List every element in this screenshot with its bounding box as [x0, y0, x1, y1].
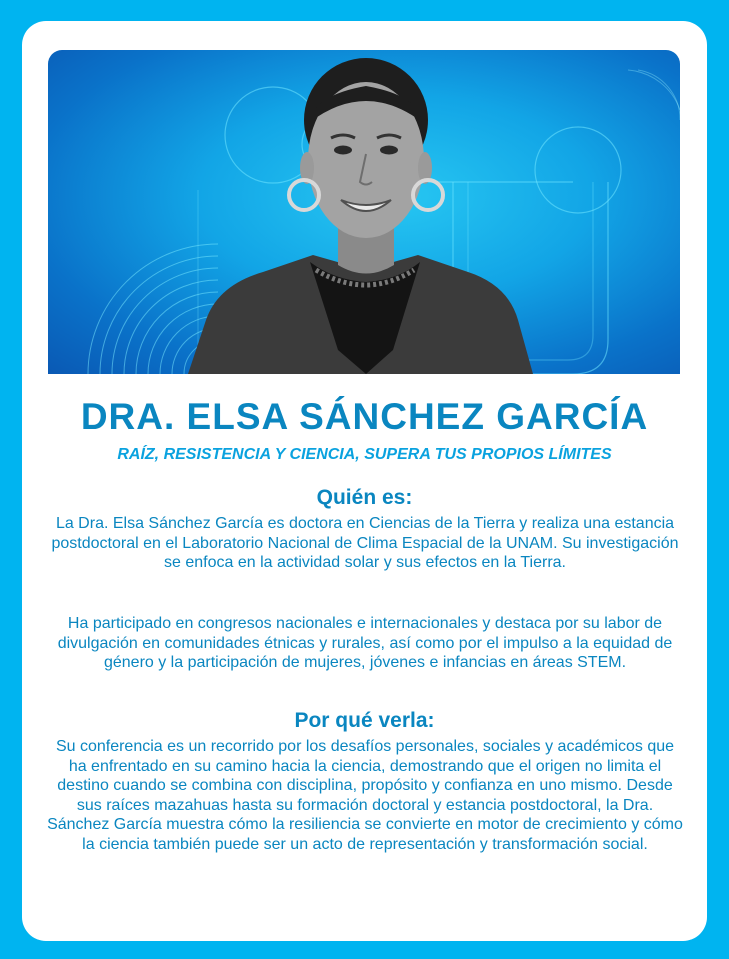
section-title-who: Quién es: [316, 486, 413, 509]
talk-tagline: RAÍZ, RESISTENCIA Y CIENCIA, SUPERA TUS PROPIOS LÍMITES [117, 446, 612, 463]
speaker-name: DRA. ELSA SÁNCHEZ GARCÍA [80, 396, 649, 437]
who-paragraph-2: Ha participado en congresos nacionales e internacionales y destaca por su labor de divulgación en comunidades étnicas y rurales, así como por el impulso a la equidad de género y la participación de mujeres, jóvenes e infancias en áreas STEM. [57, 615, 673, 671]
who-paragraph-1: La Dra. Elsa Sánchez García es doctora en Ciencias de la Tierra y realiza una estancia postdoctoral en el Laboratorio Nacional de Clima Espacial de la UNAM. Su investigación se enfoca en la actividad solar y sus efectos en la Tierra. [51, 515, 679, 571]
hero-banner [48, 50, 680, 374]
section-title-why: Por qué verla: [294, 709, 435, 732]
why-paragraph: Su conferencia es un recorrido por los desafíos personales, sociales y académicos que ha enfrentado en su camino hacia la ciencia, demostrando que el origen no limita el destino cuando se combina con disciplina, propósito y confianza en uno mismo. Desde sus raíces mazahuas hasta su formación doctoral y estancia postdoctoral, la Dra. Sánchez García muestra cómo la resiliencia se convierte en motor de crecimiento y cómo la ciencia también puede ser un acto de representación y transformación social. [47, 738, 683, 853]
portrait-photo [48, 50, 680, 374]
